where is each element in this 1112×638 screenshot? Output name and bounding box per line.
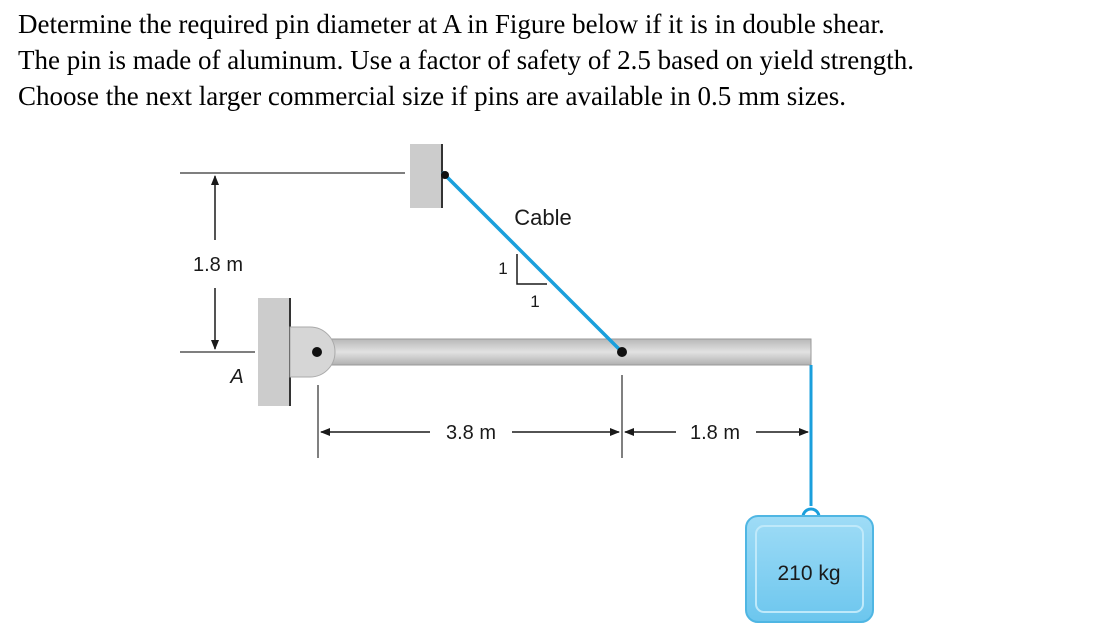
cable-beam-joint (617, 347, 627, 357)
slope-rise-label: 1 (498, 259, 508, 278)
problem-line-3: Choose the next larger commercial size if pins are available in 0.5 mm sizes. (18, 81, 846, 111)
cable-top-anchor (441, 171, 449, 179)
pin-a (312, 347, 322, 357)
span1-label: 3.8 m (445, 422, 497, 444)
beam (308, 339, 811, 365)
slope-run-label: 1 (530, 292, 540, 311)
pin-label: A (230, 366, 244, 388)
mass-label: 210 kg (777, 562, 841, 585)
upper-wall-support (410, 144, 442, 208)
lower-wall-support (258, 298, 290, 406)
height-label: 1.8 m (192, 254, 244, 276)
cable (442, 172, 622, 352)
slope-triangle (517, 254, 547, 284)
cable-label: Cable (514, 205, 572, 230)
span2-label: 1.8 m (689, 422, 741, 444)
problem-line-2: The pin is made of aluminum. Use a factor of safety of 2.5 based on yield strength. (18, 45, 915, 75)
problem-line-1: Determine the required pin diameter at A in Figure below if it is in double shear. (18, 9, 885, 39)
